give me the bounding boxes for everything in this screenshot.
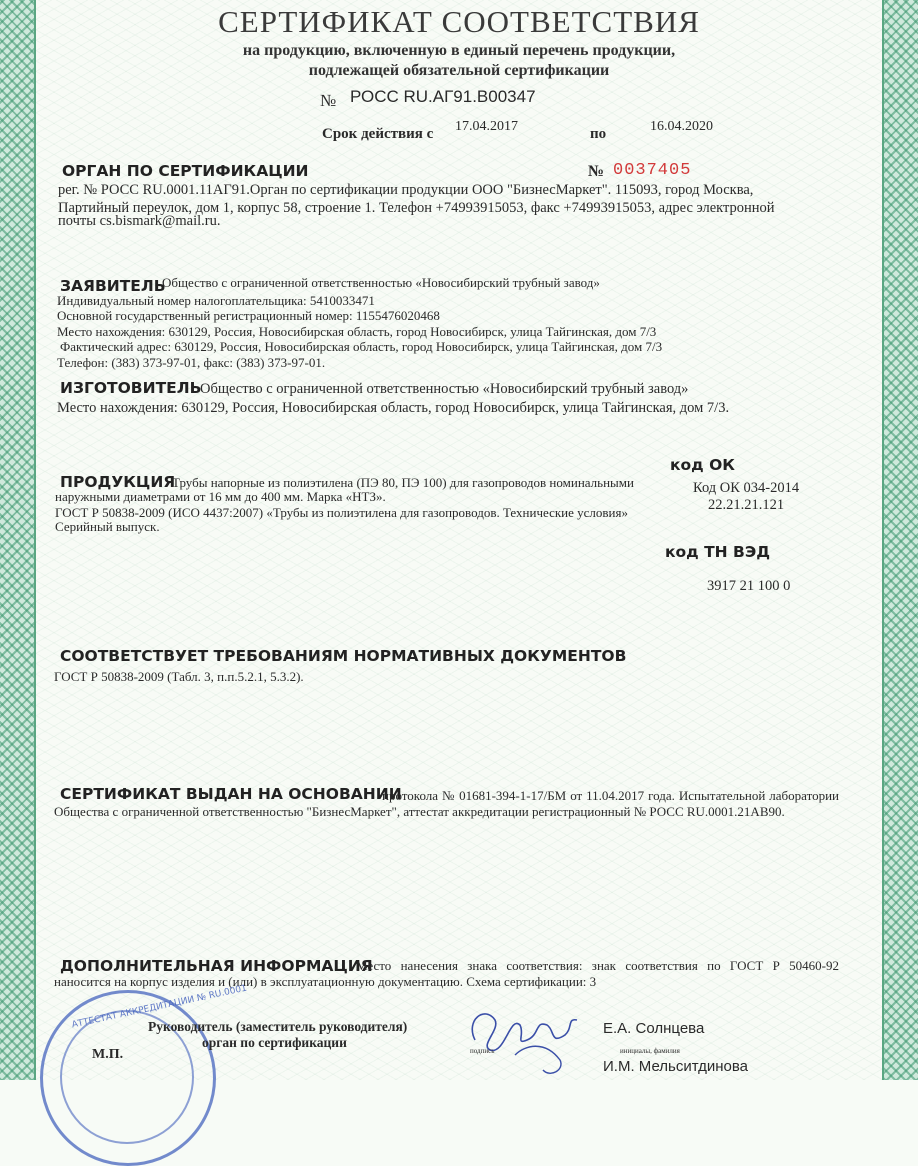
- tnved-heading: код ТН ВЭД: [665, 543, 771, 561]
- certificate-subtitle-1: на продукцию, включенную в единый перечень продукции,: [242, 42, 676, 59]
- okpd-line-2: 22.21.21.121: [708, 497, 785, 513]
- expert-name: И.М. Мельситдинова: [603, 1058, 749, 1075]
- okpd-heading: код ОК: [670, 456, 735, 474]
- certificate-number: РОСС RU.АГ91.В00347: [350, 87, 536, 106]
- applicant-address: Место нахождения: 630129, Россия, Новосибирская область, город Новосибирск, улица Тайгинская, дом 7/3: [57, 324, 657, 339]
- applicant-actual-address: Фактический адрес: 630129, Россия, Новосибирская область, город Новосибирск, улица Тайгинская, дом 7/3: [60, 339, 663, 354]
- organ-line-2: Партийный переулок, дом 1, корпус 58, строение 1. Телефон +74993915053, факс +74993915053, адрес электронной: [58, 200, 775, 216]
- stamp-text: АТТЕСТАТ АККРЕДИТАЦИИ № RU.0001: [70, 983, 248, 1031]
- number-prefix: №: [320, 91, 337, 110]
- left-border-line: [34, 0, 36, 1080]
- organ-line-3: почты cs.bismark@mail.ru.: [58, 213, 221, 229]
- stamp-place-label: М.П.: [92, 1047, 124, 1062]
- right-guilloche-border: [884, 0, 918, 1080]
- product-line-2: наружными диаметрами от 16 мм до 400 мм. Марка «НТЗ».: [55, 489, 386, 504]
- product-heading: ПРОДУКЦИЯ: [60, 473, 176, 491]
- applicant-ogrn: Основной государственный регистрационный номер: 1155476020468: [57, 308, 440, 323]
- serial-prefix: №: [588, 163, 605, 180]
- basis-heading: СЕРТИФИКАТ ВЫДАН НА ОСНОВАНИИ: [60, 785, 402, 803]
- product-line-1: Трубы напорные из полиэтилена (ПЭ 80, ПЭ 100) для газопроводов номинальными: [172, 475, 634, 490]
- head-name: Е.А. Солнцева: [603, 1020, 705, 1037]
- head-label-2: орган по сертификации: [202, 1035, 347, 1050]
- valid-to-date: 16.04.2020: [650, 119, 713, 134]
- head-signature: [455, 1000, 605, 1080]
- additional-text: Место нанесения знака соответствия: знак соответствия по ГОСТ Р 50460-92 наносится на корпус изделия и (или) в эксплуатационную документацию. Схема сертификации: 3: [54, 958, 839, 989]
- right-border-line: [882, 0, 884, 1080]
- initials-caption: инициалы, фамилия: [620, 1047, 680, 1055]
- manufacturer-name: Общество с ограниченной ответственностью «Новосибирский трубный завод»: [200, 381, 689, 397]
- applicant-name: Общество с ограниченной ответственностью «Новосибирский трубный завод»: [162, 275, 600, 290]
- form-serial-number: 0037405: [613, 161, 692, 180]
- certificate-title: СЕРТИФИКАТ СООТВЕТСТВИЯ: [218, 4, 700, 39]
- valid-from-date: 17.04.2017: [455, 119, 518, 134]
- organ-heading: ОРГАН ПО СЕРТИФИКАЦИИ: [62, 162, 309, 180]
- tnved-value: 3917 21 100 0: [707, 578, 791, 594]
- okpd-line-1: Код ОК 034-2014: [693, 480, 800, 496]
- additional-heading: ДОПОЛНИТЕЛЬНАЯ ИНФОРМАЦИЯ: [60, 957, 373, 975]
- head-label-1: Руководитель (заместитель руководителя): [148, 1019, 408, 1034]
- validity-to-label: по: [590, 126, 607, 142]
- signature-caption: подпись: [470, 1047, 495, 1055]
- product-line-3: ГОСТ Р 50838-2009 (ИСО 4437:2007) «Трубы из полиэтилена для газопроводов. Технические условия»: [55, 505, 628, 520]
- manufacturer-heading: ИЗГОТОВИТЕЛЬ: [60, 379, 202, 397]
- applicant-phone: Телефон: (383) 373-97-01, факс: (383) 373-97-01.: [57, 355, 326, 370]
- validity-label: Срок действия с: [322, 126, 434, 142]
- conformity-heading: СООТВЕТСТВУЕТ ТРЕБОВАНИЯМ НОРМАТИВНЫХ ДОКУМЕНТОВ: [60, 647, 627, 665]
- product-line-4: Серийный выпуск.: [55, 519, 160, 534]
- applicant-inn: Индивидуальный номер налогоплательщика: 5410033471: [57, 293, 375, 308]
- left-guilloche-border: [0, 0, 34, 1080]
- basis-text: протокола № 01681-394-1-17/БМ от 11.04.2017 года. Испытательной лаборатории Общества с ограниченной ответственностью "БизнесМаркет", аттестат аккредитации регистрационный № РОСС RU.0001.21АВ90.: [54, 788, 839, 819]
- applicant-heading: ЗАЯВИТЕЛЬ: [60, 277, 166, 295]
- conformity-text: ГОСТ Р 50838-2009 (Табл. 3, п.п.5.2.1, 5.3.2).: [54, 669, 304, 684]
- organ-line-1: рег. № РОСС RU.0001.11АГ91.Орган по сертификации продукции ООО "БизнесМаркет". 115093, город Москва,: [58, 182, 754, 198]
- manufacturer-address: Место нахождения: 630129, Россия, Новосибирская область, город Новосибирск, улица Тайгинская, дом 7/3.: [57, 400, 730, 416]
- certificate-subtitle-2: подлежащей обязательной сертификации: [308, 62, 610, 79]
